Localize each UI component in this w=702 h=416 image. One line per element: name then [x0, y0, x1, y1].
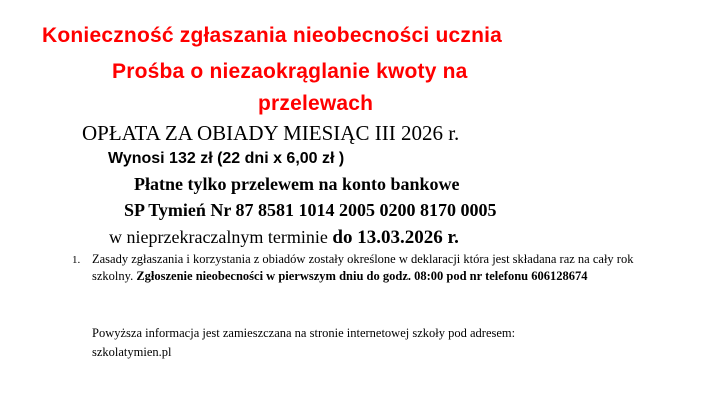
transfer-only-note: Płatne tylko przelewem na konto bankowe [134, 174, 460, 194]
deadline-date: do 13.03.2026 r. [332, 227, 459, 248]
payment-title: OPŁATA ZA OBIADY MIESIĄC III 2026 r. [82, 121, 460, 145]
deadline-prefix: w nieprzekraczalnym terminie [109, 227, 333, 247]
rules-paragraph [92, 251, 652, 285]
payment-deadline [109, 227, 459, 249]
payment-amount: Wynosi 132 zł (22 dni x 6,00 zł ) [108, 150, 345, 167]
heading-transfers: przelewach [258, 92, 374, 115]
school-website: szkolatymien.pl [92, 345, 172, 359]
info-text: Powyższa informacja jest zamieszczana na stronie internetowej szkoły pod adresem: [92, 326, 516, 340]
absence-notice-text: Zgłoszenie nieobecności w pierwszym dniu do godz. 08:00 pod nr telefonu 606128674 [136, 269, 588, 283]
bank-account-number: SP Tymień Nr 87 8581 1014 2005 0200 8170 0005 [124, 200, 497, 220]
rules-list-number: 1. [72, 254, 81, 266]
info-paragraph [92, 324, 652, 362]
rules-text: Zasady zgłaszania i korzystania z obiadów zostały określone w deklaracji która jest składana raz na cały rok szkolny. [92, 252, 634, 283]
heading-absence-notice: Konieczność zgłaszania nieobecności ucznia [42, 24, 503, 47]
heading-no-rounding-request: Prośba o niezaokrąglanie kwoty na [112, 60, 468, 83]
